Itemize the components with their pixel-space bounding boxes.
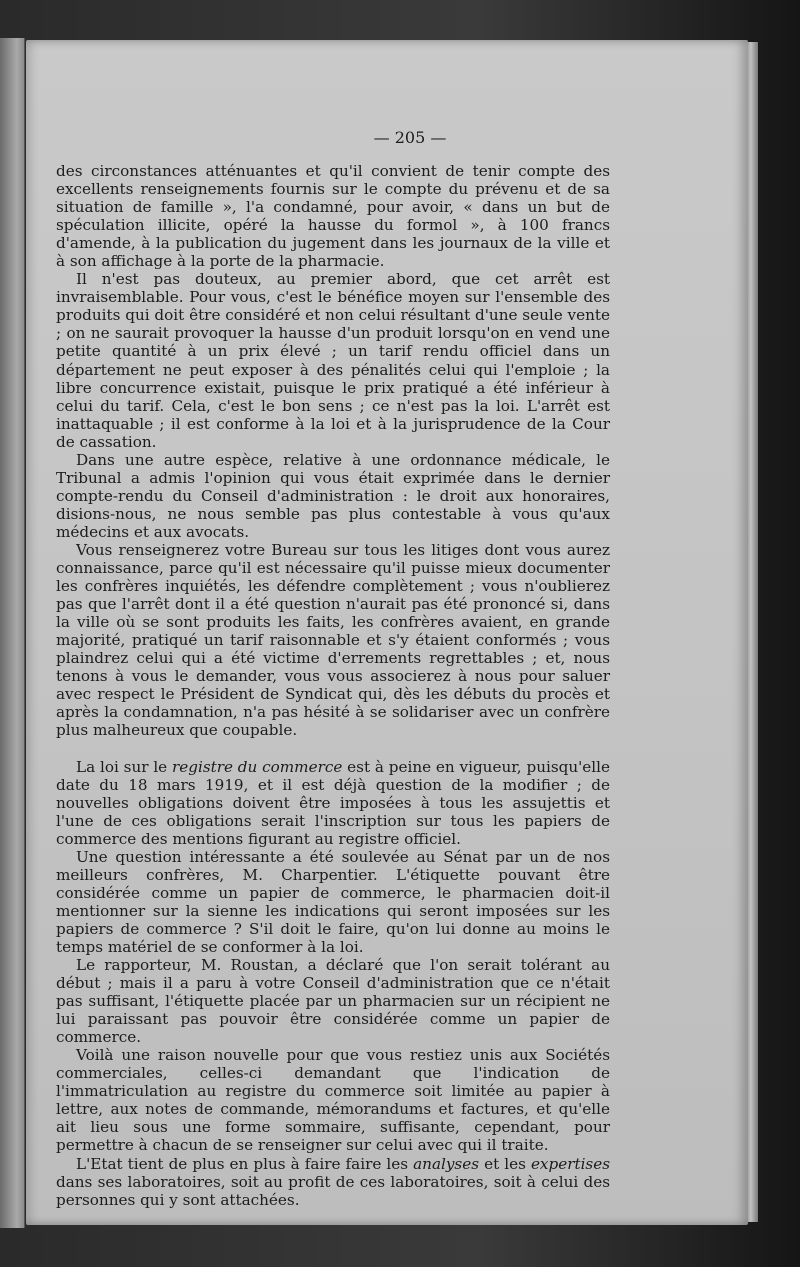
italic-term: analyses: [413, 1154, 480, 1173]
paragraph-list: [56, 162, 610, 1209]
header-spacer: [56, 128, 610, 162]
paragraph: [56, 162, 610, 270]
paragraph: [56, 1046, 610, 1154]
paragraph-text: et les: [479, 1154, 531, 1173]
paragraph-text: Le rapporteur, M. Roustan, a déclaré que l'on serait tolérant au début ; mais il a paru à votre Conseil d'administration que ce n'était pas suffisant, l'étiquette placée par un pharmacien sur un récipient ne lui paraissant pas pouvoir être considérée comme un papier de commerce.: [56, 956, 610, 1047]
facing-page-edge: [0, 38, 25, 1228]
paragraph-text: L'Etat tient de plus en plus à faire faire les: [76, 1154, 414, 1173]
paragraph: [56, 758, 610, 848]
page-number: — 205 —: [373, 128, 447, 147]
paragraph-text: dans ses laboratoires, soit au profit de ces laboratoires, soit à celui des personnes qui y sont attachées.: [56, 1172, 610, 1209]
paragraph-text: Une question intéressante a été soulevée au Sénat par un de nos meilleurs confrères, M. Charpentier. L'étiquette pouvant être considérée comme un papier de commerce, le pharmacien doit-il mentionner sur la sienne les indications qui seront imposées sur les papiers de commerce ? S'il doit le faire, qu'on lui donne au moins le temps matériel de se conformer à la loi.: [56, 847, 610, 956]
italic-term: registre du commerce: [172, 757, 343, 776]
paragraph-text: Vous renseignerez votre Bureau sur tous les litiges dont vous aurez connaissance, parce qu'il est nécessaire qu'il puisse mieux documenter les confrères inquiétés, les défendre complètement ; vous n'oublierez pas que l'arrêt dont il a été question n'aurait pas été prononcé si, dans la ville où se sont produits les faits, les confrères avaient, en grande majorité, pratiqué un tarif raisonnable et s'y étaient conformés ; vous plaindrez celui qui a été victime d'errements regrettables ; et, nous tenons à vous le demander, vous vous associerez à nous pour saluer avec respect le Président de Syndicat qui, dès les débuts du procès et après la condamnation, n'a pas hésité à se solidariser avec un confrère plus malheureux que coupable.: [56, 540, 610, 740]
paragraph-text: des circonstances atténuantes et qu'il convient de tenir compte des excellents renseignements fournis sur le compte du prévenu et de sa situation de famille », l'a condamné, pour avoir, « dans un but de spéculation illicite, opéré la hausse du formol », à 100 francs d'amende, à la publication du jugement dans les journaux de la ville et à son affichage à la porte de la pharmacie.: [56, 162, 610, 271]
paragraph-text: La loi sur le: [76, 757, 172, 776]
paragraph: [56, 451, 610, 541]
paragraph-text: Il n'est pas douteux, au premier abord, que cet arrêt est invraisemblable. Pour vous, c'est le bénéfice moyen sur l'ensemble des produits qui doit être considéré et non celui résultant d'une seule vente ; on ne saurait provoquer la hausse d'un produit lorsqu'on en vend une petite quantité à un prix élevé ; un tarif rendu officiel dans un département ne peut exposer à des pénalités celui qui l'emploie ; la libre concurrence existait, puisque le prix pratiqué a été inférieur à celui du tarif. Cela, c'est le bon sens ; ce n'est pas la loi. L'arrêt est inattaquable ; il est conforme à la loi et à la jurisprudence de la Cour de cassation.: [56, 270, 610, 451]
paragraph-text: Voilà une raison nouvelle pour que vous restiez unis aux Sociétés commerciales, celles-ci demandant que l'indication de l'immatriculation au registre du commerce soit limitée au papier à lettre, aux notes de commande, mémorandums et factures, et qu'elle ait lieu sous une forme sommaire, suffisante, cependant, pour permettre à chacun de se renseigner sur celui avec qui il traite.: [56, 1046, 610, 1155]
paragraph-text: est à peine en vigueur, puisqu'elle date du 18 mars 1919, et il est déjà question de la modifier ; de nouvelles obligations doivent être imposées à tous les assujettis et l'une de ces obligations serait l'inscription sur tous les papiers de commerce des mentions figurant au registre officiel.: [56, 757, 610, 848]
paragraph: [56, 1155, 610, 1209]
paragraph: [56, 848, 610, 956]
italic-term: expertises: [530, 1154, 610, 1173]
page-body: [56, 128, 610, 1209]
paragraph: [56, 270, 610, 450]
paragraph: [56, 541, 610, 740]
paragraph-text: Dans une autre espèce, relative à une ordonnance médicale, le Tribunal a admis l'opinion qui vous était exprimée dans le dernier compte-rendu du Conseil d'administration : le droit aux honoraires, disions-nous, ne nous semble pas plus contestable à vous qu'aux médecins et aux avocats.: [56, 450, 610, 541]
paragraph: [56, 956, 610, 1046]
